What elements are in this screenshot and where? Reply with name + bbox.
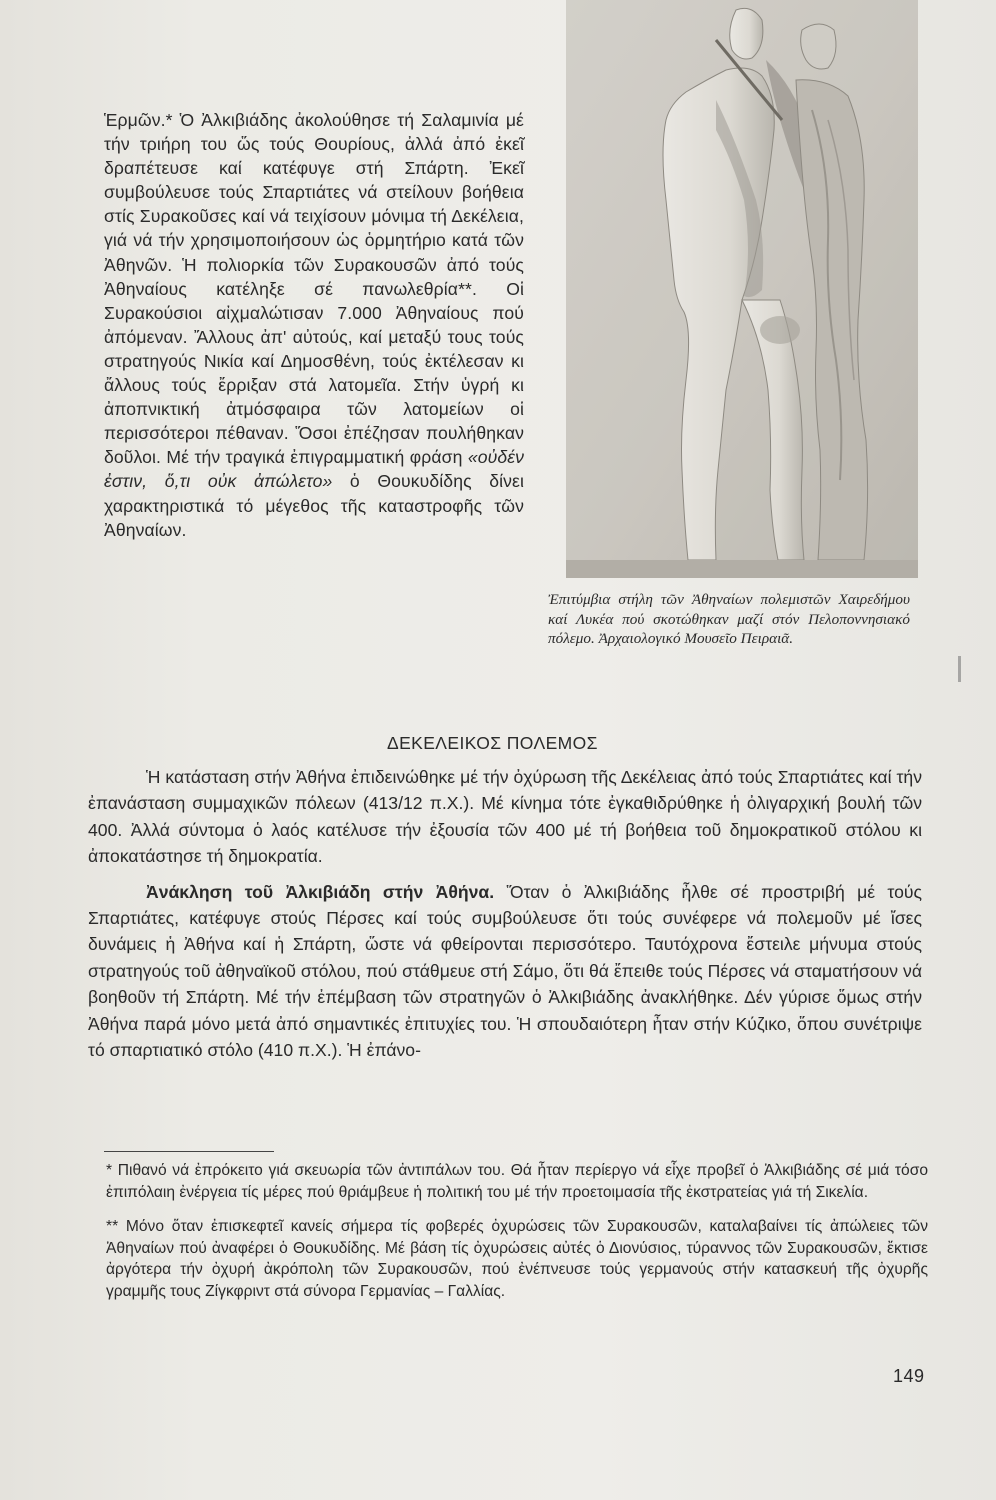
section-heading: ΔΕΚΕΛΕΙΚΟΣ ΠΟΛΕΜΟΣ [387, 733, 598, 753]
section-paragraph-2-text: Ὅταν ὁ Ἀλκιβιάδης ἦλθε σέ προστριβή μέ τούς Σπαρτιάτες, κατέφυγε στούς Πέρσες καί τούς συμβούλευσε ὅτι τούς συνέφερε νά πολεμοῦν μέ ἴσες δυνάμεις ἡ Ἀθήνα καί ἡ Σπάρτη, ὥστε νά φθείρονται περισσότερο. Ταυτόχρονα ἔστειλε μήνυμα στούς στρατηγούς τοῦ ἀθηναϊκοῦ στόλου, πού στάθμευε στή Σάμο, ὅτι θά ἔπειθε τούς Πέρσες νά σταματήσουν νά βοηθοῦν τή Σπάρτη. Μέ τήν ἐπέμβαση τῶν στρατηγῶν ὁ Ἀλκιβιάδης ἀνακλήθηκε. Δέν γύρισε ὅμως στήν Ἀθήνα παρά μόνο μετά ἀπό σημαντικές ἐπιτυχίες του. Ἡ σπουδαιότερη ἦταν στήν Κύζικο, ὅπου συνέτριψε τό σπαρτιατικό στόλο (410 π.Χ.). Ἡ ἐπάνο- [88, 881, 922, 1061]
left-paragraph-end: ὁ Θουκυδίδης δίνει χαρακτηριστικά τό μέγεθος τῆς καταστροφῆς τῶν Ἀθηναίων. [104, 471, 524, 540]
footnote-1: * Πιθανό νά ἐπρόκειτο γιά σκευωρία τῶν ἀντιπάλων του. Θά ἦταν περίεργο νά εἶχε προβεῖ ὁ Ἀλκιβιάδης σέ μιά τόσο ἐπιπόλαιη ἐνέργεια τίς μέρες πού θριάμβευε ἡ πολιτική του μέ τήν προετοιμασία τῆς ἐκστρατείας γιά τή Σικελία. [106, 1162, 928, 1201]
scan-mark [958, 656, 961, 682]
grave-stele-relief-icon [566, 0, 918, 578]
footnote-2: ** Μόνο ὅταν ἐπισκεφτεῖ κανείς σήμερα τίς φοβερές ὀχυρώσεις τῶν Συρακουσῶν, καταλαβαίνει τίς ἀπώλειες τῶν Ἀθηναίων πού ἀναφέρει ὁ Θουκυδίδης. Μέ βάση τίς ὀχυρώσεις αὐτές ὁ Διονύσιος, τύραννος τῶν Συρακουσῶν, ἔκτισε ἀργότερα τήν ὀχυρή ἀκρόπολη τῶν Συρακουσῶν, πού ἐνέπνευσε τούς γερμανούς στήν κατασκευή τῆς ὀχυρῆς γραμμῆς τους Ζίγκφριντ στά σύνορα Γερμανίας – Γαλλίας. [106, 1218, 928, 1300]
footnote-rule [104, 1151, 274, 1152]
section-paragraph-1: Ἡ κατάσταση στήν Ἀθήνα ἐπιδεινώθηκε μέ τήν ὀχύρωση τῆς Δεκέλειας ἀπό τούς Σπαρτιάτες καί τήν ἐπανάσταση συμμαχικῶν πόλεων (413/12 π.Χ.). Μέ κίνημα τότε ἐγκαθιδρύθηκε ἡ ὀλιγαρχική βουλή τῶν 400. Ἀλλά σύντομα ὁ λαός κατέλυσε τήν ἐξουσία τῶν 400 μέ τή βοήθεια τοῦ δημοκρατικοῦ στόλου κι ἀποκατάστησε τή δημοκρατία. [88, 767, 922, 867]
footnotes [106, 1160, 928, 1302]
left-column-paragraph [104, 108, 524, 542]
caption-text: Ἐπιτύμβια στήλη τῶν Ἀθηναίων πολεμιστῶν Χαιρεδήμου καί Λυκέα πού σκοτώθηκαν μαζί στόν Πελοποννησιακό πόλεμο. Ἀρχαιολογικό Μουσεῖο Πειραιᾶ. [548, 591, 910, 647]
grave-stele-photo [566, 0, 918, 578]
section-body [88, 764, 922, 1063]
left-column-text [104, 108, 524, 542]
run-in-title: Ἀνάκληση τοῦ Ἀλκιβιάδη στήν Ἀθήνα. [146, 881, 495, 902]
section-paragraph-2 [88, 879, 922, 1064]
figure-caption [548, 590, 910, 649]
left-paragraph-main: Ἑρμῶν.* Ὁ Ἀλκιβιάδης ἀκολούθησε τή Σαλαμινία μέ τήν τριήρη του ὥς τούς Θουρίους, ἀλλά ἀπό ἐκεῖ δραπέτευσε καί κατέφυγε στή Σπάρτη. Ἐκεῖ συμβούλευσε τούς Σπαρτιάτες νά στείλουν βοήθεια στίς Συρακοῦσες καί νά τειχίσουν μόνιμα τή Δεκέλεια, γιά νά τήν χρησιμοποιήσουν ὡς ὁρμητήριο κατά τῶν Ἀθηνῶν. Ἡ πολιορκία τῶν Συρακουσῶν ἀπό τούς Ἀθηναίους κατέληξε σέ πανωλεθρία**. Οἱ Συρακούσιοι αἰχμαλώτισαν 7.000 Ἀθηναίους πού ἀπόμεναν. Ἄλλους ἀπ' αὐτούς, καί μεταξύ τους τούς στρατηγούς Νικία καί Δημοσθένη, τούς ἐκτέλεσαν κι ἄλλους τούς ἔρριξαν στά λατομεῖα. Στήν ὑγρή κι ἀποπνικτική ἀτμόσφαιρα τῶν λατομείων οἱ περισσότεροι πέθαναν. Ὅσοι ἐπέζησαν πουλήθηκαν δοῦλοι. Μέ τήν τραγικά ἐπιγραμματική φράση [104, 110, 524, 468]
page-number: 149 [893, 1366, 925, 1386]
thucydides-quote: «οὐδέν ἐστιν, ὅ,τι οὐκ ἀπώλετο» [104, 447, 524, 492]
